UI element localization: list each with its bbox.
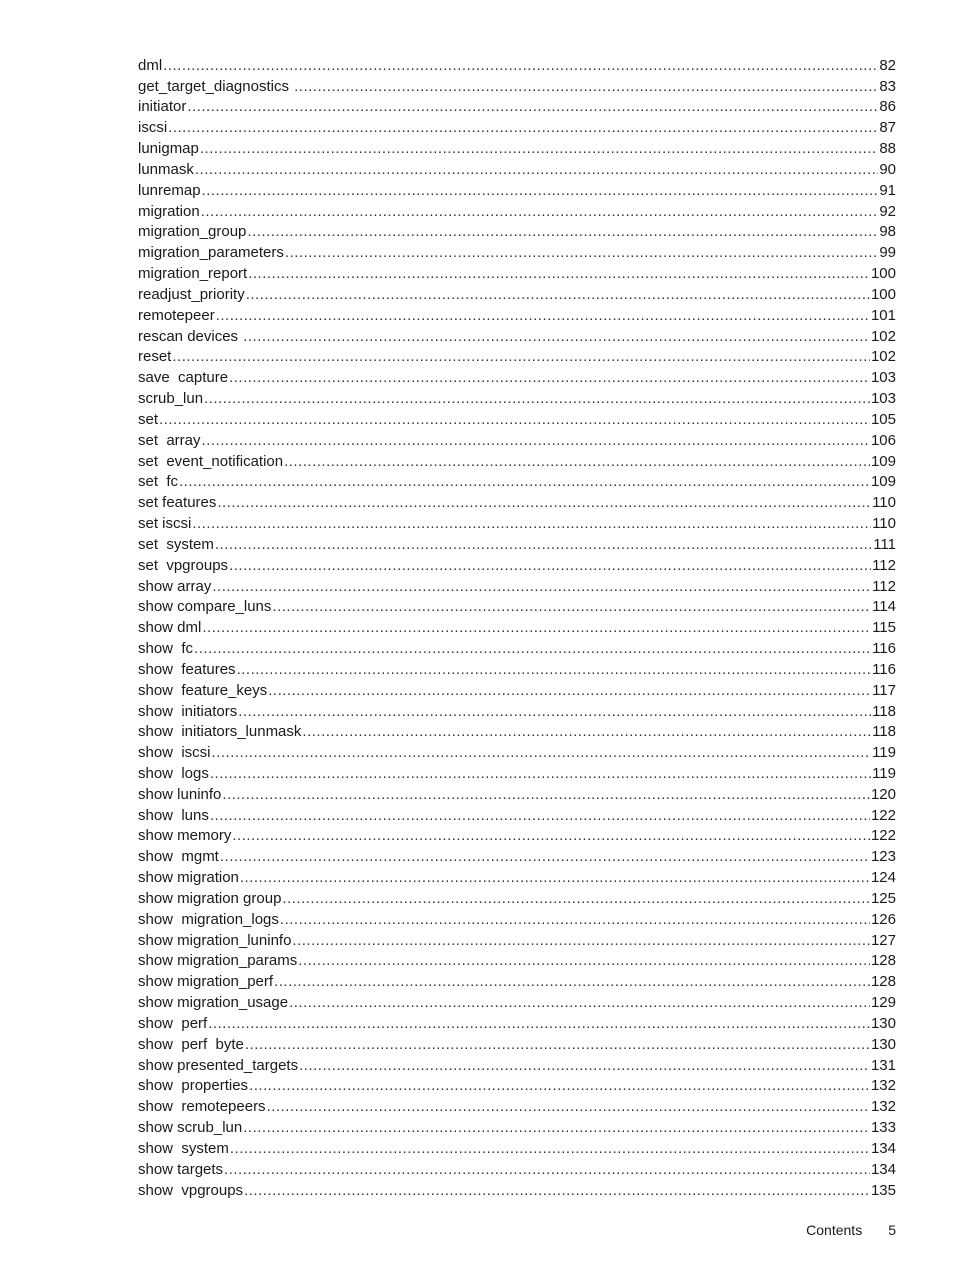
toc-entry-page: 114 (872, 598, 896, 616)
toc-entry[interactable] (138, 555, 896, 576)
toc-dot-leader (267, 1097, 870, 1117)
toc-entry-page: 122 (870, 806, 896, 824)
toc-entry[interactable] (138, 242, 896, 263)
toc-entry-page: 102 (870, 327, 896, 345)
toc-entry-label: dml (138, 56, 163, 74)
toc-entry[interactable] (138, 1180, 896, 1201)
toc-entry-page: 105 (870, 410, 896, 428)
toc-entry-page: 100 (870, 285, 896, 303)
toc-entry-page: 119 (872, 744, 896, 762)
toc-entry[interactable] (138, 76, 896, 97)
toc-entry[interactable] (138, 409, 896, 430)
toc-entry-label: show iscsi (138, 744, 211, 762)
toc-entry-page: 88 (879, 140, 896, 158)
toc-entry-label: show targets (138, 1160, 224, 1178)
toc-entry-label: show memory (138, 827, 232, 845)
toc-entry-label: save capture (138, 369, 229, 387)
toc-entry[interactable] (138, 867, 896, 888)
toc-dot-leader (168, 118, 878, 138)
toc-entry-page: 132 (870, 1098, 896, 1116)
toc-entry-label: show migration_params (138, 952, 298, 970)
toc-entry-label: show properties (138, 1077, 249, 1095)
toc-entry-page: 123 (870, 848, 896, 866)
toc-entry[interactable] (138, 951, 896, 972)
toc-entry-label: show scrub_lun (138, 1119, 243, 1137)
toc-entry[interactable] (138, 55, 896, 76)
toc-entry-page: 124 (870, 869, 896, 887)
toc-entry[interactable] (138, 846, 896, 867)
toc-entry-label: show compare_luns (138, 598, 272, 616)
toc-entry-page: 132 (870, 1077, 896, 1095)
toc-dot-leader (229, 556, 871, 576)
toc-entry-label: show luns (138, 806, 209, 824)
toc-entry[interactable] (138, 722, 896, 743)
toc-dot-leader (289, 993, 870, 1013)
toc-dot-leader (247, 222, 878, 242)
toc-dot-leader (187, 97, 878, 117)
toc-entry[interactable] (138, 97, 896, 118)
toc-entry-page: 82 (879, 56, 896, 74)
toc-entry-label: show features (138, 660, 236, 678)
toc-dot-leader (202, 431, 870, 451)
toc-entry-label: migration_report (138, 265, 248, 283)
table-of-contents (138, 55, 896, 1201)
toc-entry-label: lunigmap (138, 140, 199, 158)
toc-entry[interactable] (138, 367, 896, 388)
toc-dot-leader (282, 889, 870, 909)
toc-entry-label: rescan devices (138, 327, 243, 345)
toc-dot-leader (240, 868, 870, 888)
toc-entry-page: 111 (873, 535, 896, 553)
toc-dot-leader (284, 452, 870, 472)
toc-entry[interactable] (138, 1159, 896, 1180)
toc-entry[interactable] (138, 680, 896, 701)
toc-entry-label: show initiators (138, 702, 238, 720)
toc-dot-leader (220, 847, 870, 867)
toc-entry-label: lunmask (138, 160, 194, 178)
toc-dot-leader (298, 951, 870, 971)
toc-dot-leader (192, 514, 871, 534)
toc-dot-leader (285, 243, 878, 263)
toc-entry-page: 87 (879, 119, 896, 137)
toc-entry-page: 100 (870, 265, 896, 283)
toc-dot-leader (163, 56, 878, 76)
footer-page-number: 5 (888, 1222, 896, 1238)
toc-dot-leader (194, 639, 871, 659)
toc-entry-page: 112 (872, 556, 896, 574)
toc-entry-page: 92 (879, 202, 896, 220)
toc-entry-page: 120 (870, 785, 896, 803)
toc-entry-page: 118 (872, 723, 896, 741)
toc-entry-page: 122 (870, 827, 896, 845)
toc-entry-label: scrub_lun (138, 390, 204, 408)
toc-dot-leader (246, 285, 870, 305)
toc-dot-leader (217, 493, 871, 513)
toc-entry-label: set event_notification (138, 452, 284, 470)
toc-dot-leader (244, 1181, 870, 1201)
toc-entry-page: 103 (870, 390, 896, 408)
toc-entry-label: show initiators_lunmask (138, 723, 302, 741)
toc-entry[interactable] (138, 971, 896, 992)
toc-entry-page: 126 (870, 910, 896, 928)
toc-entry[interactable] (138, 909, 896, 930)
toc-entry-page: 109 (870, 452, 896, 470)
toc-dot-leader (216, 306, 870, 326)
toc-entry-label: lunremap (138, 181, 201, 199)
toc-dot-leader (245, 1035, 870, 1055)
toc-dot-leader (232, 826, 870, 846)
toc-entry-label: show logs (138, 764, 209, 782)
toc-dot-leader (204, 389, 870, 409)
toc-entry[interactable] (138, 1117, 896, 1138)
toc-entry[interactable] (138, 742, 896, 763)
toc-entry-page: 98 (879, 223, 896, 241)
toc-entry-label: show migration_logs (138, 910, 279, 928)
toc-entry[interactable] (138, 659, 896, 680)
toc-entry[interactable] (138, 388, 896, 409)
toc-dot-leader (159, 410, 870, 430)
toc-entry[interactable] (138, 826, 896, 847)
page-footer (806, 1222, 896, 1238)
toc-dot-leader (302, 722, 871, 742)
toc-entry-page: 128 (870, 973, 896, 991)
toc-entry-page: 130 (870, 1035, 896, 1053)
toc-entry[interactable] (138, 597, 896, 618)
toc-entry[interactable] (138, 263, 896, 284)
toc-entry-page: 134 (870, 1139, 896, 1157)
toc-dot-leader (172, 347, 870, 367)
toc-entry-label: show fc (138, 640, 194, 658)
toc-entry-page: 117 (872, 681, 896, 699)
toc-entry-label: set iscsi (138, 515, 192, 533)
toc-entry-label: readjust_priority (138, 285, 245, 303)
toc-entry-page: 90 (879, 160, 896, 178)
toc-entry-label: get_target_diagnostics (138, 77, 294, 95)
toc-entry-label: remotepeer (138, 306, 215, 324)
toc-entry-label: show migration (138, 869, 239, 887)
toc-dot-leader (202, 618, 871, 638)
toc-entry[interactable] (138, 326, 896, 347)
toc-entry[interactable] (138, 180, 896, 201)
toc-entry-page: 127 (870, 931, 896, 949)
toc-entry-label: migration_parameters (138, 244, 284, 262)
toc-dot-leader (202, 181, 879, 201)
footer-section-label: Contents (806, 1222, 863, 1238)
toc-entry[interactable] (138, 763, 896, 784)
toc-entry-page: 135 (870, 1181, 896, 1199)
toc-entry[interactable] (138, 805, 896, 826)
toc-entry-label: set system (138, 535, 214, 553)
toc-entry-page: 103 (870, 369, 896, 387)
toc-dot-leader (274, 972, 870, 992)
toc-entry-label: show presented_targets (138, 1056, 299, 1074)
toc-entry-label: migration_group (138, 223, 247, 241)
toc-entry[interactable] (138, 305, 896, 326)
toc-entry[interactable] (138, 784, 896, 805)
toc-entry-page: 110 (872, 515, 896, 533)
toc-dot-leader (200, 139, 878, 159)
toc-entry-label: show vpgroups (138, 1181, 244, 1199)
toc-entry[interactable] (138, 701, 896, 722)
toc-entry[interactable] (138, 992, 896, 1013)
toc-entry-page: 130 (870, 1014, 896, 1032)
toc-entry[interactable] (138, 138, 896, 159)
toc-dot-leader (292, 931, 870, 951)
toc-entry-page: 102 (870, 348, 896, 366)
toc-entry-label: show dml (138, 619, 202, 637)
toc-entry-page: 110 (872, 494, 896, 512)
toc-dot-leader (280, 910, 870, 930)
toc-dot-leader (208, 1014, 870, 1034)
toc-dot-leader (195, 160, 878, 180)
toc-dot-leader (294, 77, 878, 97)
toc-entry-label: reset (138, 348, 172, 366)
toc-entry-page: 116 (872, 660, 896, 678)
toc-dot-leader (229, 368, 870, 388)
toc-dot-leader (179, 472, 870, 492)
toc-entry-label: show array (138, 577, 212, 595)
toc-entry[interactable] (138, 1076, 896, 1097)
toc-dot-leader (210, 764, 871, 784)
toc-entry-label: show mgmt (138, 848, 219, 866)
toc-entry-label: set vpgroups (138, 556, 229, 574)
toc-entry-page: 118 (872, 702, 896, 720)
toc-entry[interactable] (138, 201, 896, 222)
toc-entry-page: 109 (870, 473, 896, 491)
toc-entry-label: set array (138, 431, 201, 449)
toc-dot-leader (201, 202, 879, 222)
toc-entry[interactable] (138, 1055, 896, 1076)
toc-entry[interactable] (138, 222, 896, 243)
toc-entry[interactable] (138, 1013, 896, 1034)
toc-dot-leader (243, 1118, 870, 1138)
toc-entry-label: set fc (138, 473, 179, 491)
toc-entry-label: set (138, 410, 159, 428)
toc-entry[interactable] (138, 617, 896, 638)
toc-entry-label: show luninfo (138, 785, 222, 803)
toc-entry[interactable] (138, 888, 896, 909)
toc-dot-leader (212, 743, 872, 763)
toc-dot-leader (212, 577, 871, 597)
toc-entry-label: show migration group (138, 889, 282, 907)
toc-entry[interactable] (138, 534, 896, 555)
toc-entry-label: iscsi (138, 119, 168, 137)
toc-entry[interactable] (138, 930, 896, 951)
toc-entry[interactable] (138, 513, 896, 534)
toc-entry-label: show migration_usage (138, 994, 289, 1012)
toc-entry-page: 112 (872, 577, 896, 595)
toc-entry-page: 101 (870, 306, 896, 324)
toc-dot-leader (299, 1056, 870, 1076)
toc-entry-label: show perf (138, 1014, 208, 1032)
toc-entry[interactable] (138, 451, 896, 472)
toc-dot-leader (268, 681, 871, 701)
toc-entry-label: set features (138, 494, 217, 512)
toc-entry-page: 83 (879, 77, 896, 95)
toc-entry-label: show feature_keys (138, 681, 268, 699)
toc-dot-leader (249, 1076, 870, 1096)
toc-entry-page: 115 (872, 619, 896, 637)
toc-dot-leader (230, 1139, 870, 1159)
toc-entry-label: show migration_perf (138, 973, 274, 991)
toc-entry[interactable] (138, 347, 896, 368)
toc-entry[interactable] (138, 576, 896, 597)
toc-dot-leader (215, 535, 872, 555)
toc-entry-label: show perf byte (138, 1035, 244, 1053)
toc-dot-leader (224, 1160, 870, 1180)
toc-dot-leader (238, 702, 871, 722)
toc-entry-page: 116 (872, 640, 896, 658)
toc-entry[interactable] (138, 1096, 896, 1117)
toc-entry-page: 131 (870, 1056, 896, 1074)
toc-entry[interactable] (138, 1034, 896, 1055)
toc-entry-label: show remotepeers (138, 1098, 266, 1116)
toc-entry[interactable] (138, 117, 896, 138)
toc-entry-label: show system (138, 1139, 229, 1157)
toc-entry-page: 86 (879, 98, 896, 116)
toc-entry[interactable] (138, 284, 896, 305)
toc-dot-leader (210, 806, 870, 826)
toc-entry-page: 91 (879, 181, 896, 199)
toc-entry[interactable] (138, 1138, 896, 1159)
toc-dot-leader (248, 264, 870, 284)
toc-entry-label: initiator (138, 98, 187, 116)
toc-entry-page: 128 (870, 952, 896, 970)
toc-entry-page: 129 (870, 994, 896, 1012)
toc-entry-label: migration (138, 202, 200, 220)
toc-entry[interactable] (138, 638, 896, 659)
toc-entry[interactable] (138, 430, 896, 451)
toc-entry[interactable] (138, 472, 896, 493)
toc-entry-page: 125 (870, 889, 896, 907)
toc-entry[interactable] (138, 159, 896, 180)
toc-entry-page: 99 (879, 244, 896, 262)
toc-entry-page: 119 (872, 764, 896, 782)
toc-entry-page: 106 (870, 431, 896, 449)
toc-entry-page: 134 (870, 1160, 896, 1178)
toc-dot-leader (222, 785, 870, 805)
toc-dot-leader (272, 597, 871, 617)
toc-dot-leader (243, 327, 870, 347)
toc-entry-page: 133 (870, 1119, 896, 1137)
toc-entry-label: show migration_luninfo (138, 931, 292, 949)
toc-entry[interactable] (138, 492, 896, 513)
toc-dot-leader (237, 660, 872, 680)
